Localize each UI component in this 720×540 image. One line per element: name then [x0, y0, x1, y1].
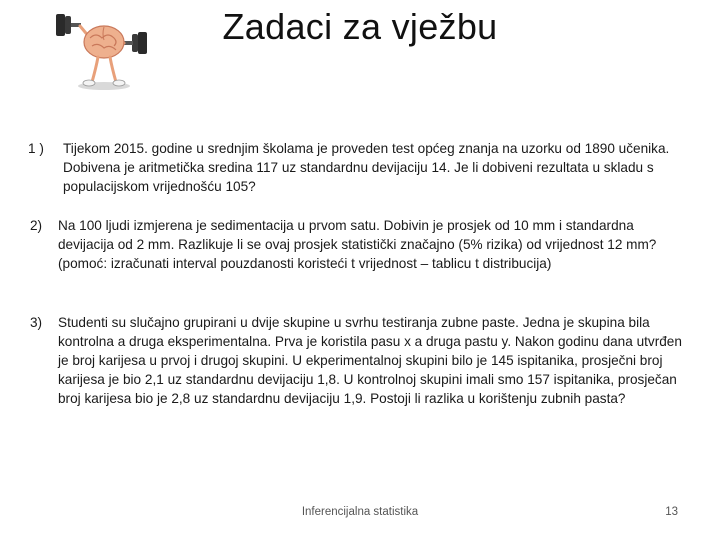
task-text: Na 100 ljudi izmjerena je sedimentacija u prvom satu. Dobivin je prosjek od 10 mm i standardna devijacija od 2 mm. Razlikuje li se ovaj prosjek statistički značajno (5% rizika) od vrijednost 12 mm? (pomoć: izračunati interval pouzdanosti koristeći t vrijednost – tablicu t distribucija): [58, 218, 657, 271]
task-number: 2): [30, 218, 43, 233]
task-text: Tijekom 2015. godine u srednjim školama je proveden test općeg znanja na uzorku od 1890 učenika. Dobivena je aritmetička sredina 117 uz standardnu devijaciju 14. Je li dobiveni rezultata u skladu s populacijskom vrijednošću 105?: [63, 141, 670, 194]
page-title: Zadaci za vježbu: [222, 6, 498, 47]
page-number: 13: [665, 506, 678, 518]
footer-title: Inferencijalna statistika: [301, 506, 419, 518]
task-number: 3): [30, 315, 43, 330]
task-text: Studenti su slučajno grupirani u dvije skupine u svrhu testiranja zubne paste. Jedna je skupina bila kontrolna a druga eksperimentalna. Prva je koristila pasu x a druga pastu y. Nakon godinu dana utvrđen je broj karijesa u prvoj i drugoj skupini. U ekperimentalnoj skupini bilo je 145 ispitanika, prosječni broj karijesa je bio 2,1 uz standardnu devijaciju 1,8. U kontrolnoj skupini imali smo 157 ispitanika, prosječan broj karijesa bio je 2,8 uz standardnu devijaciju 1,9. Postoji li razlika u korištenju zubnih pasta?: [58, 315, 682, 406]
task-number: 1 ): [28, 141, 44, 156]
brain-lifting-dumbbell-icon: [52, 2, 152, 92]
